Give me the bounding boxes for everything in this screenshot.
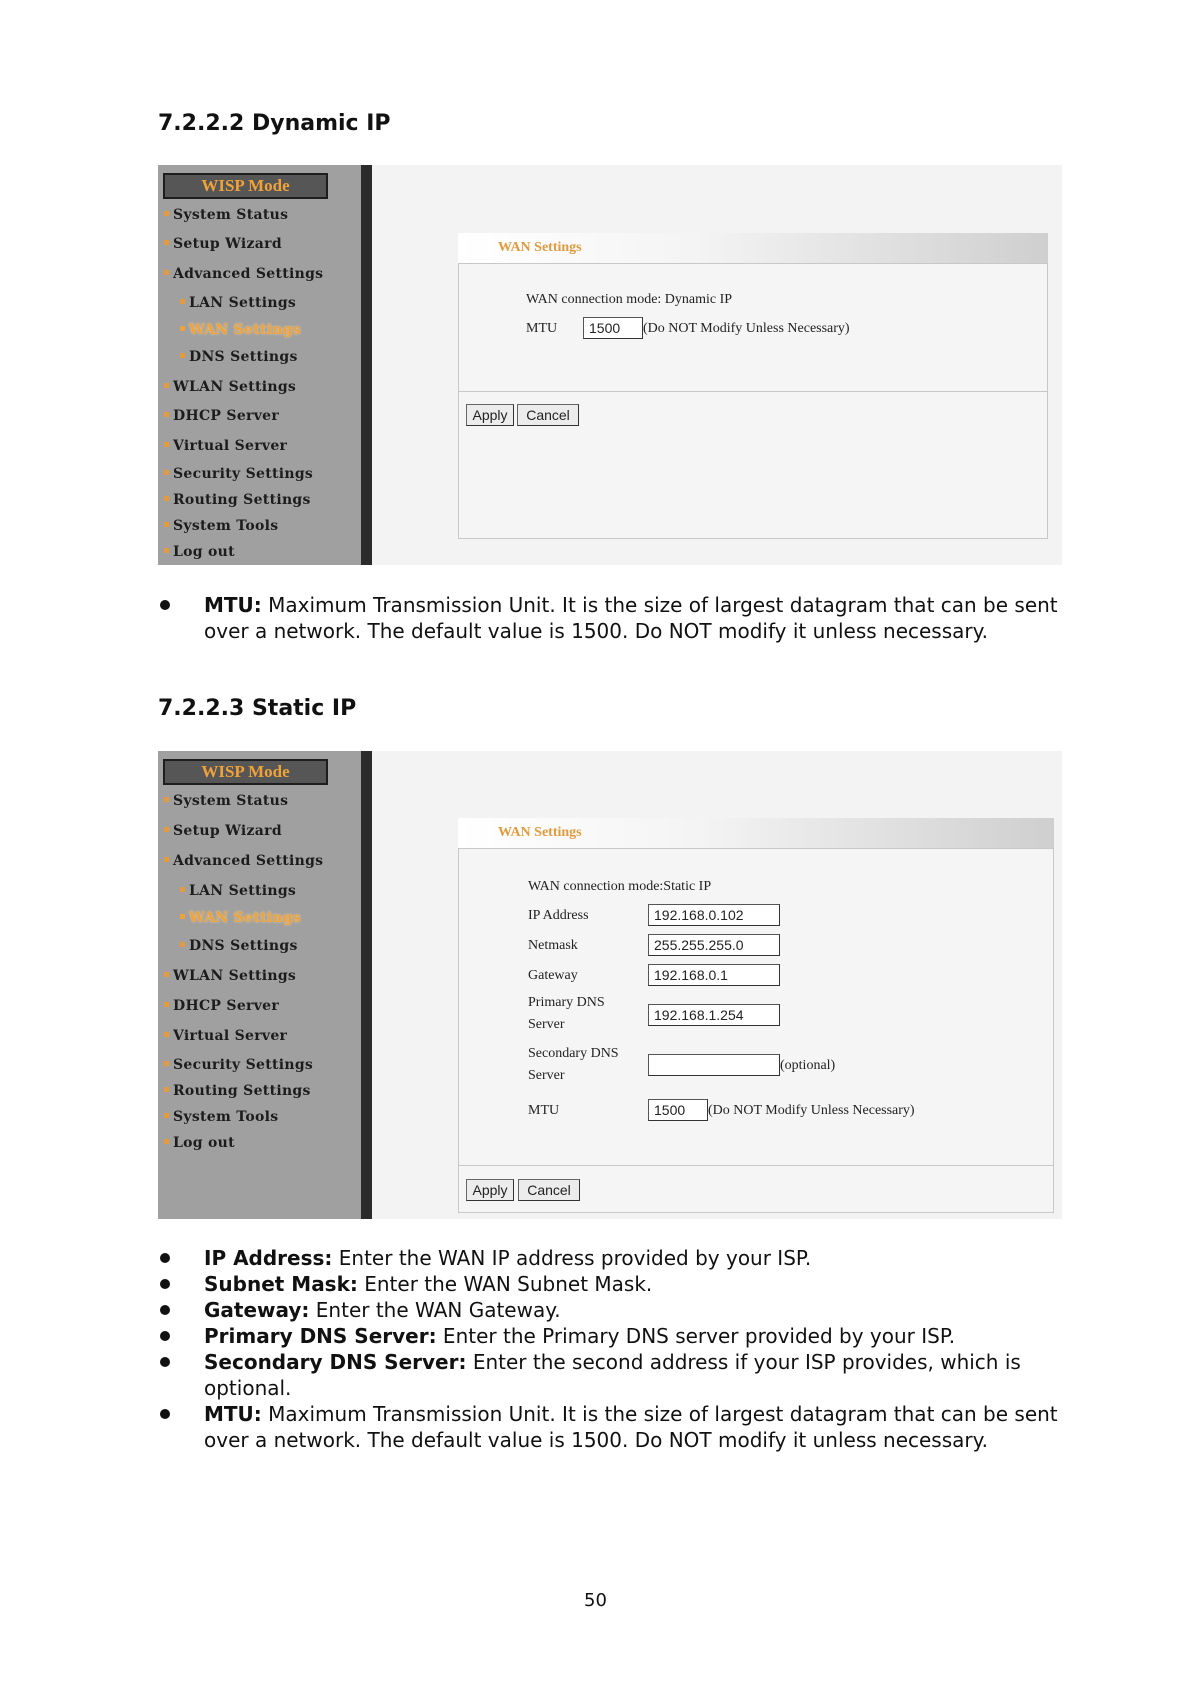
wan-settings-title: WAN Settings [458,233,1048,263]
sidebar-menu [158,751,372,1219]
bullet-icon [180,353,185,358]
optional-note: (optional) [780,1058,836,1073]
bullet-icon [164,972,169,977]
menu-item-wlan-settings[interactable]: WLAN Settings [164,377,296,397]
page-number: 50 [584,1590,607,1611]
section-heading-static-ip: 7.2.2.3 Static IP [158,696,357,721]
bullet-dot-icon [160,1331,170,1341]
menu-item-routing-settings[interactable]: Routing Settings [164,490,311,510]
mtu-note: (Do NOT Modify Unless Necessary) [643,321,850,336]
bullet-dot-icon [160,600,170,610]
menu-item-dns-settings[interactable]: DNS Settings [180,347,298,367]
form-divider [458,391,1048,392]
gateway-input[interactable]: 192.168.0.1 [648,964,780,986]
apply-button[interactable]: Apply [466,404,514,426]
mtu-note: (Do NOT Modify Unless Necessary) [708,1103,915,1118]
dynamic-ip-screenshot [158,165,1062,565]
connection-mode-text: WAN connection mode:Static IP [528,879,712,894]
bullet-icon [164,1087,169,1092]
primary-dns-label: Primary DNS [528,995,605,1010]
secondary-dns-input[interactable] [648,1054,780,1076]
menu-item-setup-wizard[interactable]: Setup Wizard [164,821,282,841]
menu-item-routing-settings[interactable]: Routing Settings [164,1081,311,1101]
menu-item-dhcp-server[interactable]: DHCP Server [164,996,279,1016]
wan-settings-content [372,165,1062,565]
dynamic-ip-bullets [158,592,1078,644]
bullet-icon [164,211,169,216]
bullet-dot-icon [160,1357,170,1367]
menu-item-lan-settings[interactable]: LAN Settings [180,881,296,901]
bullet-icon [164,1113,169,1118]
menu-item-system-tools[interactable]: System Tools [164,516,278,536]
netmask-label: Netmask [528,938,578,953]
bullet-icon [164,797,169,802]
bullet-dot-icon [160,1279,170,1289]
bullet-dot-icon [160,1409,170,1419]
menu-item-system-tools[interactable]: System Tools [164,1107,278,1127]
apply-button[interactable]: Apply [466,1179,514,1201]
bullet-icon [164,270,169,275]
bullet-icon [180,326,185,331]
bullet-icon [164,522,169,527]
mode-title: WISP Mode [163,759,328,785]
static-ip-screenshot [158,751,1062,1219]
bullet-ip-address: IP Address: Enter the WAN IP address provided by your ISP. [158,1245,1078,1271]
bullet-icon [180,914,185,919]
bullet-icon [180,299,185,304]
bullet-icon [164,496,169,501]
menu-item-system-status[interactable]: System Status [164,205,288,225]
bullet-secondary-dns: Secondary DNS Server: Enter the second address if your ISP provides, which is optional. [158,1349,1078,1401]
wan-settings-content [372,751,1062,1219]
menu-item-advanced-settings[interactable]: Advanced Settings [164,851,323,871]
cancel-button[interactable]: Cancel [517,404,579,426]
bullet-dot-icon [160,1305,170,1315]
mtu-label: MTU [526,321,558,336]
bullet-icon [164,240,169,245]
bullet-primary-dns: Primary DNS Server: Enter the Primary DNS server provided by your ISP. [158,1323,1078,1349]
mtu-input[interactable]: 1500 [648,1099,708,1121]
form-divider [458,1165,1054,1166]
menu-item-system-status[interactable]: System Status [164,791,288,811]
menu-item-dns-settings[interactable]: DNS Settings [180,936,298,956]
menu-item-wlan-settings[interactable]: WLAN Settings [164,966,296,986]
ip-address-input[interactable]: 192.168.0.102 [648,904,780,926]
cancel-button[interactable]: Cancel [518,1179,580,1201]
bullet-dot-icon [160,1253,170,1263]
menu-item-virtual-server[interactable]: Virtual Server [164,436,287,456]
secondary-dns-label-line2: Server [528,1068,565,1083]
sidebar-menu [158,165,372,565]
gateway-label: Gateway [528,968,578,983]
section-heading-dynamic-ip: 7.2.2.2 Dynamic IP [158,111,391,136]
menu-item-log-out[interactable]: Log out [164,1133,235,1153]
primary-dns-label-line2: Server [528,1017,565,1032]
menu-item-security-settings[interactable]: Security Settings [164,1055,313,1075]
bullet-icon [164,412,169,417]
wan-settings-title: WAN Settings [458,818,1054,848]
menu-item-wan-settings[interactable]: WAN Settings [180,908,301,928]
bullet-icon [164,1139,169,1144]
menu-item-dhcp-server[interactable]: DHCP Server [164,406,279,426]
bullet-mtu: MTU: Maximum Transmission Unit. It is the size of largest datagram that can be sent over a network. The default value is 1500. Do NOT modify it unless necessary. [158,1401,1078,1453]
bullet-icon [180,942,185,947]
static-ip-bullets [158,1245,1078,1453]
bullet-icon [180,887,185,892]
mtu-label: MTU [528,1103,560,1118]
bullet-subnet-mask: Subnet Mask: Enter the WAN Subnet Mask. [158,1271,1078,1297]
bullet-icon [164,1002,169,1007]
menu-item-log-out[interactable]: Log out [164,542,235,562]
bullet-icon [164,470,169,475]
mtu-input[interactable]: 1500 [583,317,643,339]
bullet-icon [164,1061,169,1066]
bullet-icon [164,857,169,862]
menu-item-security-settings[interactable]: Security Settings [164,464,313,484]
bullet-gateway: Gateway: Enter the WAN Gateway. [158,1297,1078,1323]
bullet-icon [164,827,169,832]
bullet-icon [164,442,169,447]
ip-address-label: IP Address [528,908,589,923]
bullet-icon [164,383,169,388]
connection-mode-text: WAN connection mode: Dynamic IP [526,292,733,307]
bullet-mtu: MTU: Maximum Transmission Unit. It is the size of largest datagram that can be sent over a network. The default value is 1500. Do NOT modify it unless necessary. [158,592,1078,644]
netmask-input[interactable]: 255.255.255.0 [648,934,780,956]
menu-item-setup-wizard[interactable]: Setup Wizard [164,234,282,254]
mode-title: WISP Mode [163,173,328,199]
menu-item-wan-settings[interactable]: WAN Settings [180,320,301,340]
secondary-dns-label: Secondary DNS [528,1046,619,1061]
menu-item-advanced-settings[interactable]: Advanced Settings [164,264,323,284]
bullet-icon [164,1032,169,1037]
menu-item-lan-settings[interactable]: LAN Settings [180,293,296,313]
primary-dns-input[interactable]: 192.168.1.254 [648,1004,780,1026]
menu-item-virtual-server[interactable]: Virtual Server [164,1026,287,1046]
bullet-icon [164,548,169,553]
